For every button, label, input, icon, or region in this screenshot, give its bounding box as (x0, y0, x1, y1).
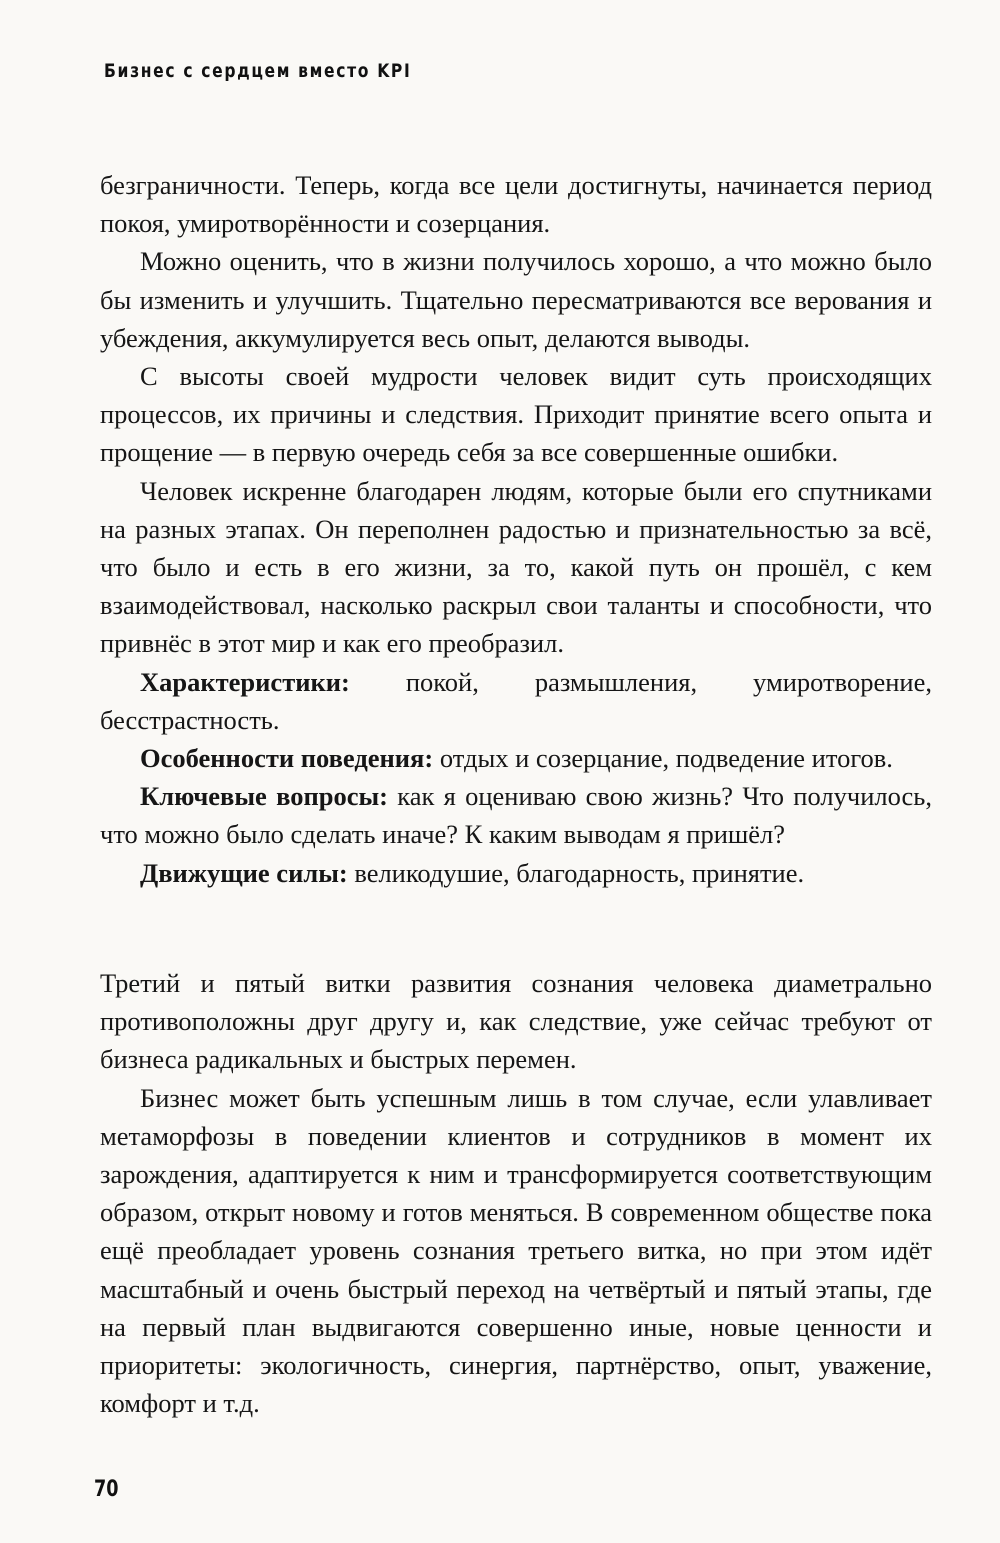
driving-forces-paragraph (100, 854, 932, 892)
behavior-text: отдых и созерцание, подведение итогов. (433, 743, 893, 774)
characteristics-term: Характеристики: (140, 666, 350, 697)
paragraph-continuation: безграничности. Теперь, когда все цели достигнуты, начинается период покоя, умиротворённости и созерцания. (100, 170, 932, 239)
key-questions-paragraph (100, 777, 932, 853)
paragraph: Человек искренне благодарен людям, которые были его спутниками на разных этапах. Он переполнен радостью и признательностью за всё, что было и есть в его жизни, за то, какой путь он прошёл, с кем взаимодействовал, насколько раскрыл свои таланты и способности, что привнёс в этот мир и как его преобразил. (100, 475, 932, 659)
paragraph: С высоты своей мудрости человек видит суть происходящих процессов, их причины и следствия. Приходит принятие всего опыта и прощение — в первую очередь себя за все совершенные ошибки. (100, 361, 932, 468)
driving-forces-term: Движущие силы: (140, 857, 348, 888)
page-number: 70 (94, 1477, 119, 1502)
key-questions-text: как я оцениваю свою жизнь? Что получилось, что можно было сделать иначе? К каким выводам я пришёл? (100, 781, 932, 850)
behavior-term: Особенности поведения: (140, 743, 434, 774)
paragraph: Бизнес может быть успешным лишь в том случае, если улавливает метаморфозы в поведении клиентов и сотрудников в момент их зарождения, адаптируется к ним и трансформируется соответствующим образом, открыт новому и готов меняться. В современном обществе пока ещё преобладает уровень сознания третьего витка, но при этом идёт масштабный и очень быстрый переход на четвёртый и пятый этапы, где на первый план выдвигаются совершенно иные, новые ценности и приоритеты: экологичность, синергия, партнёрство, опыт, уважение, комфорт и т.д. (100, 1082, 932, 1419)
key-questions-term: Ключевые вопросы: (140, 781, 388, 812)
paragraph: Можно оценить, что в жизни получилось хорошо, а что можно было бы изменить и улучшить. Тщательно пересматриваются все верования и убеждения, аккумулируется весь опыт, делаются выводы. (100, 246, 932, 353)
behavior-paragraph (100, 739, 932, 777)
text-block-business (100, 964, 932, 1422)
characteristics-text: покой, размышления, умиротворение, бесстрастность. (100, 666, 932, 735)
text-block-stage (100, 166, 932, 892)
running-head: Бизнес с сердцем вместо KPI (104, 60, 412, 82)
paragraph: Третий и пятый витки развития сознания человека диаметрально противоположны друг другу и, как следствие, уже сейчас требуют от бизнеса радикальных и быстрых перемен. (100, 968, 932, 1075)
characteristics-paragraph (100, 663, 932, 739)
driving-forces-text: великодушие, благодарность, принятие. (347, 857, 805, 888)
